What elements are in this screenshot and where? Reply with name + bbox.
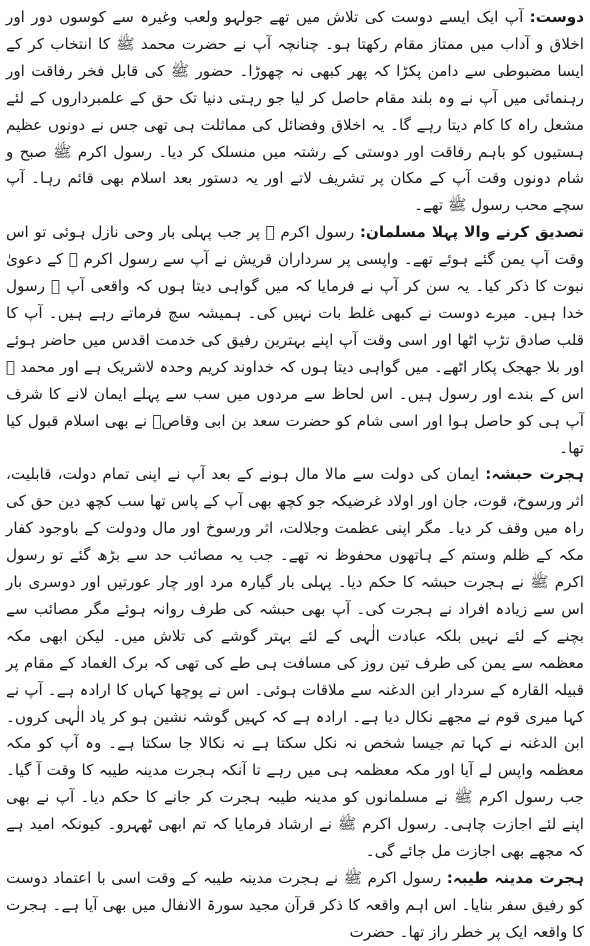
heading-hijrat-madina: ہجرت مدینہ طیبہ: <box>446 869 584 887</box>
heading-friend: دوست: <box>529 8 584 26</box>
heading-first-muslim: تصدیق کرنے والا پہلا مسلمان: <box>359 223 584 242</box>
paragraph-friend-text: آپ ایک ایسے دوست کی تلاش میں تھے جولہو ولعب وغیرہ سے کوسوں دور اور اخلاق و آداب میں ممتاز مقام رکھتا ہو۔ چنانچہ آپ نے حضرت محمد ﷺ کا انتخاب کر کے ایسا مضبوطی سے دامن پکڑا کہ پھر کبھی نہ چھوڑا۔ حضور ﷺ کی قابل فخر رفاقت اور رہنمائی میں آپ نے وہ بلند مقام حاصل کر لیا جو رہتی دنیا تک حق کے علمبرداروں کے لئے مشعل راہ کا کام دیتا رہے گا۔ یہ اخلاق وفضائل کی مماثلت ہی تھی جس نے دونوں عظیم ہستیوں کو باہم رفاقت اور دوستی کے رشتہ میں منسلک کر دیا۔ رسول اکرم ﷺ صبح و شام دونوں وقت آپ کے مکان پر تشریف لاتے اور یہ دستور بعد اسلام بھی قائم رہا۔ آپ سچے محب رسول ﷺ تھے۔ <box>6 8 584 215</box>
heading-hijrat-habsha: ہجرت حبشہ: <box>485 465 584 484</box>
paragraph-first-muslim-text: رسول اکرم ﷺ پر جب پہلی بار وحی نازل ہوئی تو اس وقت آپ یمن گئے ہوئے تھے۔ واپسی پر سرداران قریش نے آپ سے رسول اکرم ﷺ کے دعویٰ نبوت کا ذکر کیا۔ یہ سن کر آپ نے فرمایا کہ میں گواہی دیتا ہوں کہ واقعی آپ ﷺ رسول خدا ہیں۔ میرے دوست نے کبھی غلط بات نہیں کی۔ ہمیشہ سچ فرماتے رہے ہیں۔ آپ کا قلب صادق تڑپ اٹھا اور اسی وقت آپ اپنے بہترین رفیق کی خدمت اقدس میں حاضر ہوئے اور بلا جھجک پکار اٹھے۔ میں گواہی دیتا ہوں کہ خداوند کریم وحدہ لاشریک ہے اور محمد ﷺ اس کے بندے اور رسول ہیں۔ اس لحاظ سے مردوں میں سب سے پہلے ایمان لانے کا شرف آپ ہی کو حاصل ہوا اور اسی شام کو حضرت سعد بن ابی وقاصؓ نے بھی اسلام قبول کیا تھا۔ <box>6 223 584 457</box>
document-page <box>6 4 584 941</box>
paragraph-hijrat-madina-text: رسول اکرم ﷺ نے ہجرت مدینہ طیبہ کے وقت اسی با اعتماد دوست کو رفیق سفر بنایا۔ اس اہم واقعہ کا ذکر قرآن مجید سورۃ الانفال میں بھی آیا ہے۔ ہجرت کا واقعہ ایک پر خطر راز تھا۔ حضرت <box>6 869 584 941</box>
paragraph-hijrat-habsha <box>6 461 584 865</box>
paragraph-friend <box>6 4 584 219</box>
paragraph-first-muslim <box>6 219 584 461</box>
paragraph-hijrat-habsha-text: ایمان کی دولت سے مالا مال ہونے کے بعد آپ نے اپنی تمام دولت، قابلیت، اثر ورسوخ، قوت، جان اور اولاد غرضیکہ جو کچھ بھی آپ کے پاس تھا سب کچھ دین حق کی راہ میں وقف کر دیا۔ مگر اپنی عظمت وجلالت، اثر ورسوخ اور مال ودولت کے باوجود کفار مکہ کے ظلم وستم کے ہاتھوں محفوظ نہ تھے۔ جب یہ مصائب حد سے بڑھ گئے تو رسول اکرم ﷺ نے ہجرت حبشہ کا حکم دیا۔ پہلی بار گیارہ مرد اور چار عورتیں اور دوسری بار اس سے زیادہ افراد نے ہجرت کی۔ آپ بھی حبشہ کی طرف روانہ ہوئے مگر مصائب سے بچنے کے لئے نہیں بلکہ عبادت الٰہی کے لئے بہتر گوشے کی تلاش میں۔ لیکن ابھی مکہ معظمہ سے یمن کی طرف تین روز کی مسافت ہی طے کی تھی کہ برک الغماد کے مقام پر قبیلہ القارہ کے سردار ابن الدغنہ سے ملاقات ہوئی۔ اس نے پوچھا کہاں کا ارادہ ہے۔ آپ نے کہا میری قوم نے مجھے نکال دیا ہے۔ ارادہ ہے کہ کہیں گوشہ نشین ہو کر یاد الٰہی کروں۔ ابن الدغنہ نے کہا تم جیسا شخص نہ نکل سکتا ہے نہ نکالا جا سکتا ہے۔ وہ آپ کو مکہ معظمہ واپس لے آیا اور مکہ معظمہ ہی میں رہے تا آنکہ ہجرت مدینہ طیبہ کا وقت آ گیا۔ جب رسول اکرم ﷺ نے مسلمانوں کو مدینہ طیبہ ہجرت کر جانے کا حکم دیا۔ آپ نے بھی اپنے لئے اجازت چاہی۔ رسول اکرم ﷺ نے ارشاد فرمایا کہ تم ابھی ٹھہرو۔ کیونکہ امید ہے کہ مجھے بھی اجازت مل جائے گی۔ <box>6 465 584 861</box>
paragraph-hijrat-madina <box>6 865 584 946</box>
